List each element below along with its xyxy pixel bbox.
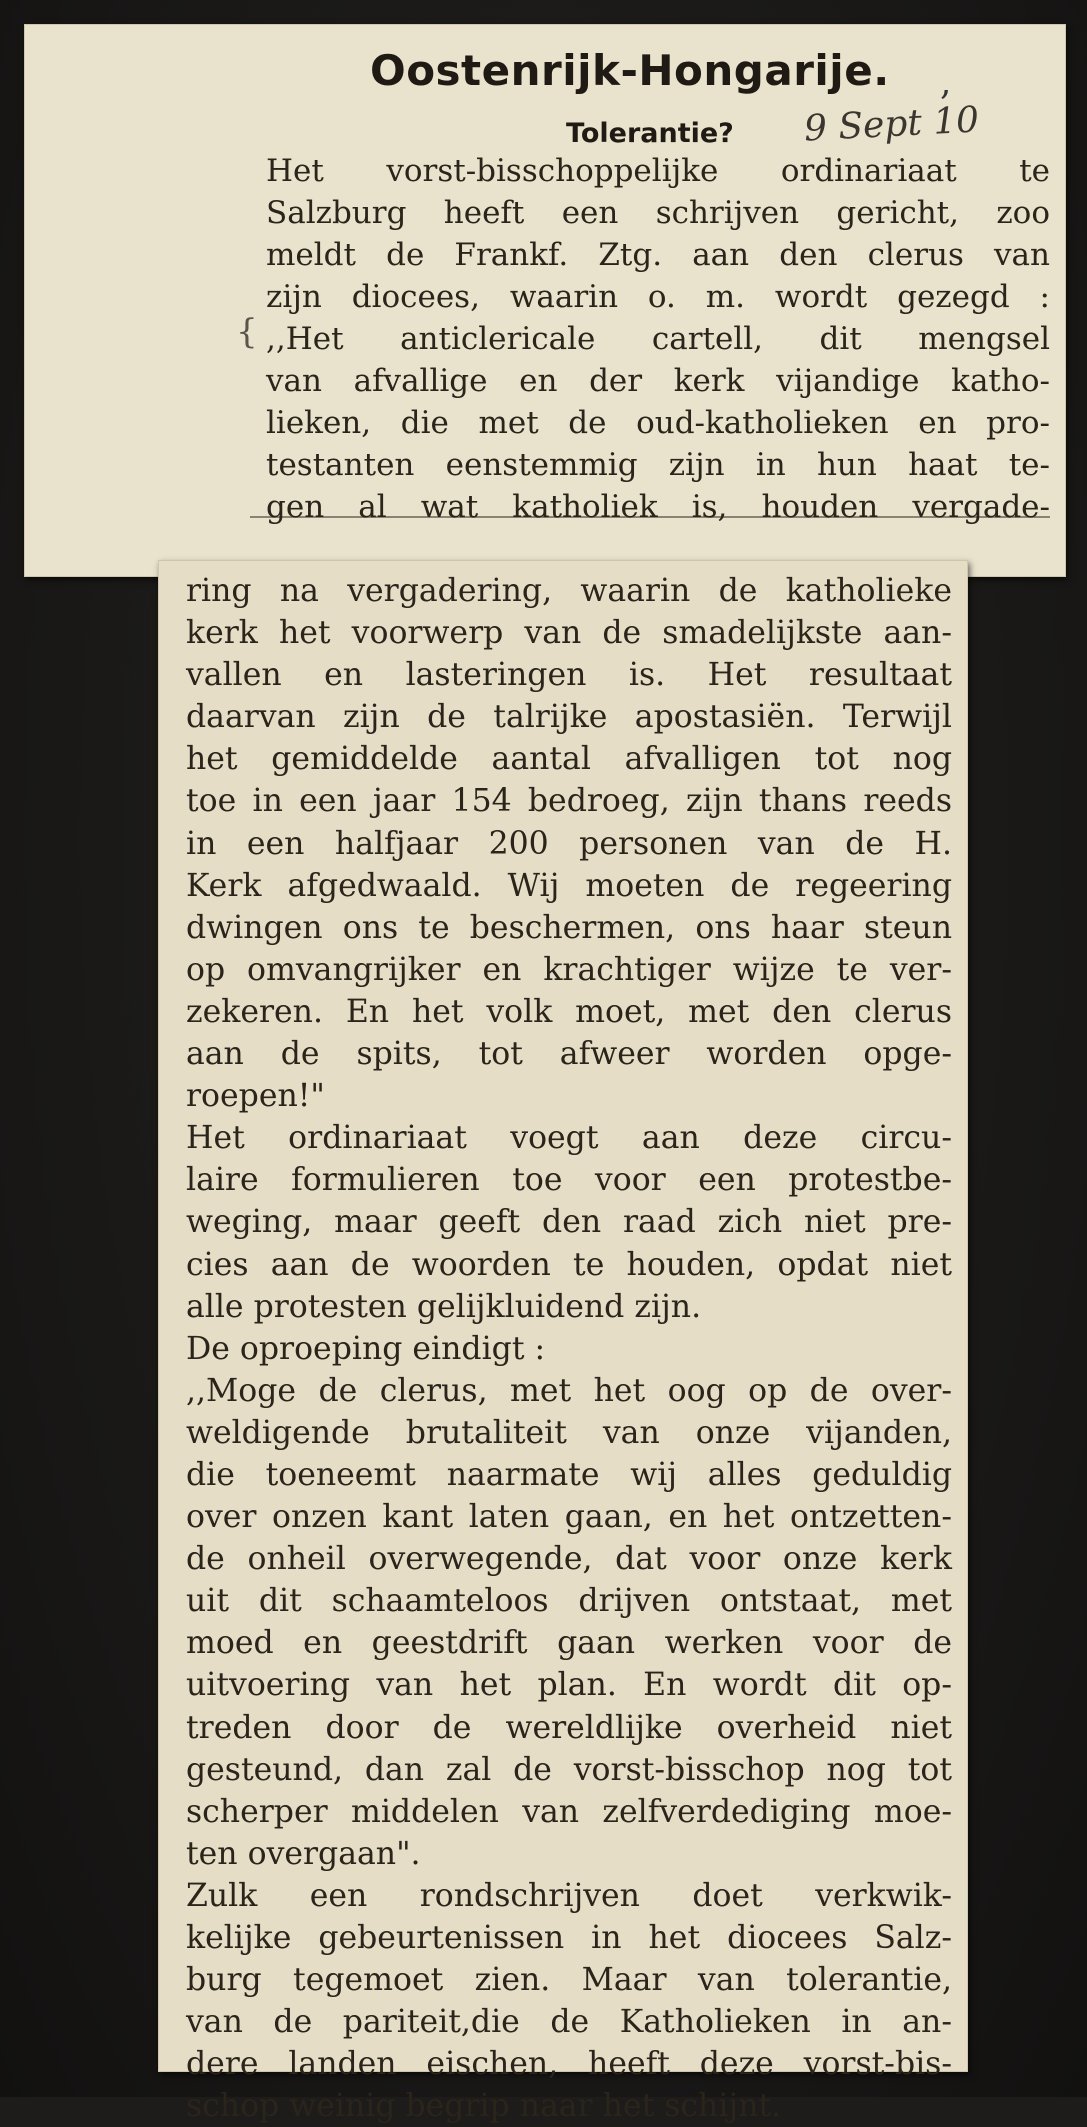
text-line: cies aan de woorden te houden, opdat niet <box>186 1246 952 1283</box>
text-line: dwingen ons te beschermen, ons haar steun <box>186 909 952 946</box>
text-line: De oproeping eindigt : <box>186 1330 546 1367</box>
text-line: gen al wat katholiek is, houden vergade- <box>266 489 1050 525</box>
text-line: over onzen kant laten gaan, en het ontzetten- <box>186 1499 952 1536</box>
text-line: dere landen eischen, heeft deze vorst-bis- <box>186 2046 952 2083</box>
text-line: toe in een jaar 154 bedroeg, zijn thans reeds <box>186 783 952 820</box>
article-heading: Oostenrijk-Hongarije. <box>370 46 890 95</box>
text-line: testanten eenstemmig zijn in hun haat te- <box>266 447 1050 483</box>
text-line: uit dit schaamteloos drijven ontstaat, met <box>186 1583 952 1620</box>
text-line: weldigende brutaliteit van onze vijanden, <box>186 1414 952 1451</box>
text-line: aan de spits, tot afweer worden opge- <box>186 1036 952 1073</box>
text-line: daarvan zijn de talrijke apostasiën. Terwijl <box>186 699 952 736</box>
text-line: van de pariteit,die de Katholieken in an- <box>186 2004 952 2041</box>
article-top-column <box>266 150 1050 528</box>
text-line: Zulk een rondschrijven doet verkwik- <box>186 1877 952 1914</box>
text-line: de onheil overwegende, dat voor onze kerk <box>186 1541 952 1578</box>
text-line: op omvangrijker en krachtiger wijze te ver- <box>186 951 952 988</box>
text-line: ten overgaan". <box>186 1835 421 1872</box>
text-line: uitvoering van het plan. En wordt dit op- <box>186 1667 952 1704</box>
text-line: laire formulieren toe voor een protestbe- <box>186 1162 952 1199</box>
article-subheading: Tolerantie? <box>566 118 734 149</box>
text-line: ring na vergadering, waarin de katholieke <box>186 573 952 609</box>
article-body-column <box>186 570 952 2127</box>
handwritten-date: 9 Sept 10 <box>803 99 981 150</box>
text-line: lieken, die met de oud-katholieken en pro- <box>266 405 1050 441</box>
text-line: gesteund, dan zal de vorst-bisschop nog tot <box>186 1751 952 1788</box>
text-line: schop weinig begrip naar het schijnt. <box>186 2088 782 2125</box>
text-line: Het vorst-bisschoppelijke ordinariaat te <box>266 153 1050 189</box>
pencil-bracket-mark: { <box>236 312 258 352</box>
text-line: Salzburg heeft een schrijven gericht, zoo <box>266 195 1050 231</box>
text-line: moed en geestdrift gaan werken voor de <box>186 1625 952 1662</box>
text-line: van afvallige en der kerk vijandige katho- <box>266 363 1050 399</box>
text-line: zijn diocees, waarin o. m. wordt gezegd : <box>266 279 1050 315</box>
text-line: zekeren. En het volk moet, met den clerus <box>186 993 952 1030</box>
text-line: kerk het voorwerp van de smadelijkste aan- <box>186 615 952 652</box>
text-line: het gemiddelde aantal afvalligen tot nog <box>186 741 952 778</box>
text-line: burg tegemoet zien. Maar van tolerantie, <box>186 1962 952 1999</box>
text-line: treden door de wereldlijke overheid niet <box>186 1709 952 1746</box>
text-line: roepen!" <box>186 1078 325 1115</box>
text-line: Kerk afgedwaald. Wij moeten de regeering <box>186 867 952 904</box>
text-line: vallen en lasteringen is. Het resultaat <box>186 657 952 694</box>
text-line: weging, maar geeft den raad zich niet pre- <box>186 1204 952 1241</box>
text-line: ,,Moge de clerus, met het oog op de over- <box>186 1372 952 1409</box>
heading-mark: , <box>940 62 952 103</box>
text-line: scherper middelen van zelfverdediging moe- <box>186 1793 952 1830</box>
text-line: meldt de Frankf. Ztg. aan den clerus van <box>266 237 1050 273</box>
text-line: ,,Het anticlericale cartell, dit mengsel <box>266 321 1050 357</box>
text-line: kelijke gebeurtenissen in het diocees Salz- <box>186 1920 952 1956</box>
text-line: die toeneemt naarmate wij alles geduldig <box>186 1456 952 1493</box>
text-line: alle protesten gelijkluidend zijn. <box>186 1288 702 1325</box>
text-line: in een halfjaar 200 personen van de H. <box>186 825 952 862</box>
text-line: Het ordinariaat voegt aan deze circu- <box>186 1120 952 1157</box>
